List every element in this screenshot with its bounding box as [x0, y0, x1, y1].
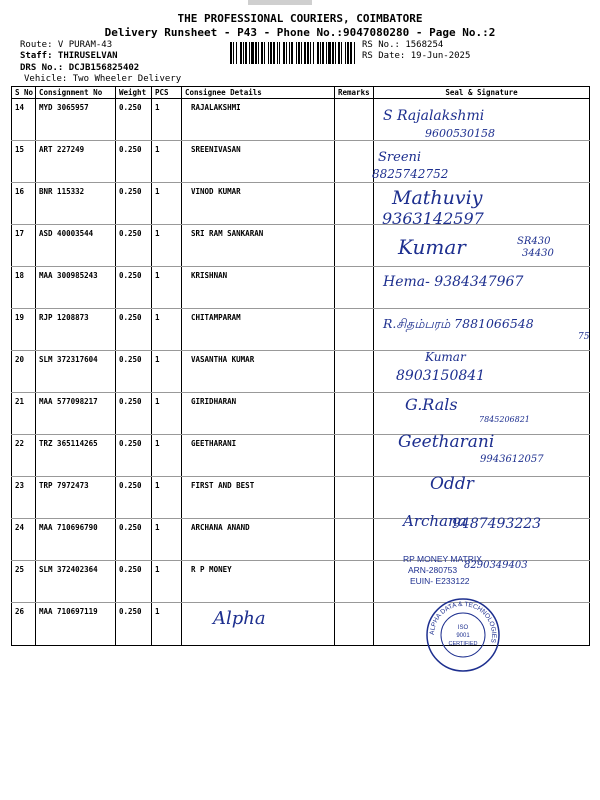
- barcode-bar: [298, 42, 300, 64]
- barcode-bar: [264, 42, 265, 64]
- barcode-bar: [347, 42, 349, 64]
- cell-weight: 0.250: [116, 183, 152, 225]
- cell-pcs: 1: [152, 393, 182, 435]
- cell-sno: 21: [12, 393, 36, 435]
- barcode-bar: [304, 42, 306, 64]
- cell-consignee: RAJALAKSHMI: [182, 99, 335, 141]
- rs-date: RS Date: 19-Jun-2025: [362, 51, 471, 61]
- cell-sno: 26: [12, 603, 36, 646]
- cell-consignment: BNR 115332: [36, 183, 116, 225]
- cell-consignment: MAA 710697119: [36, 603, 116, 646]
- cell-consignee: CHITAMPARAM: [182, 309, 335, 351]
- cell-remarks: [335, 267, 374, 309]
- col-header-weight: Weight: [116, 87, 152, 99]
- cell-pcs: 1: [152, 309, 182, 351]
- cell-consignee: VASANTHA KUMAR: [182, 351, 335, 393]
- cell-sno: 25: [12, 561, 36, 603]
- cell-sno: 16: [12, 183, 36, 225]
- col-header-remarks: Remarks: [335, 87, 374, 99]
- cell-pcs: 1: [152, 183, 182, 225]
- barcode-bar: [354, 42, 355, 64]
- cell-consignee: KRISHNAN: [182, 267, 335, 309]
- barcode-bar: [335, 42, 336, 64]
- barcode-bar: [251, 42, 254, 64]
- cell-consignee: R P MONEY: [182, 561, 335, 603]
- barcode-bar: [279, 42, 280, 64]
- barcode-bar: [277, 42, 278, 64]
- signature-21-phone: 7845206821: [479, 415, 530, 424]
- cell-consignment: MAA 577098217: [36, 393, 116, 435]
- cell-consignment: ASD 40003544: [36, 225, 116, 267]
- signature-19-extra: 75: [578, 332, 590, 342]
- cell-consignment: MAA 300985243: [36, 267, 116, 309]
- stamp-line-2: ARN-280753: [408, 565, 458, 575]
- cell-sno: 23: [12, 477, 36, 519]
- cell-consignment: TRP 7972473: [36, 477, 116, 519]
- barcode-bar: [320, 42, 321, 64]
- cell-sno: 14: [12, 99, 36, 141]
- cell-pcs: 1: [152, 225, 182, 267]
- cell-remarks: [335, 141, 374, 183]
- cell-remarks: [335, 603, 374, 646]
- signature-17-note2: 34430: [522, 248, 554, 259]
- signature-14-name: S Rajalakshmi: [383, 108, 485, 124]
- barcode-bar: [286, 42, 287, 64]
- company-seal: [425, 597, 501, 673]
- signature-21-name: G.Rals: [405, 395, 458, 414]
- barcode-bar: [326, 42, 327, 64]
- cell-weight: 0.250: [116, 351, 152, 393]
- signature-18: Hema- 9384347967: [383, 274, 524, 290]
- barcode-bar: [243, 42, 244, 64]
- barcode-bar: [328, 42, 331, 64]
- cell-remarks: [335, 519, 374, 561]
- rs-number: RS No.: 1568254: [362, 40, 444, 50]
- table-row: [12, 99, 590, 141]
- signature-17-note: SR430: [517, 236, 551, 247]
- signature-16-phone: 9363142597: [382, 209, 484, 228]
- table-row: [12, 603, 590, 646]
- barcode-bar: [296, 42, 297, 64]
- signature-22-phone: 9943612057: [480, 454, 544, 465]
- cell-remarks: [335, 99, 374, 141]
- signature-16-name: Mathuviy: [392, 187, 483, 209]
- stamp-line-1: RP MONEY MATRIX: [403, 554, 482, 564]
- signature-20-phone: 8903150841: [396, 368, 486, 384]
- table-header-row: [12, 87, 590, 99]
- cell-weight: 0.250: [116, 477, 152, 519]
- barcode-bar: [240, 42, 242, 64]
- barcode-bar: [345, 42, 346, 64]
- cell-weight: 0.250: [116, 393, 152, 435]
- barcode-bar: [322, 42, 324, 64]
- cell-pcs: 1: [152, 477, 182, 519]
- cell-sno: 17: [12, 225, 36, 267]
- drs-label: DRS No.: DCJB156825402: [20, 63, 140, 73]
- cell-sno: 19: [12, 309, 36, 351]
- cell-weight: 0.250: [116, 309, 152, 351]
- signature-23: Oddr: [430, 474, 474, 494]
- cell-weight: 0.250: [116, 267, 152, 309]
- cell-remarks: [335, 225, 374, 267]
- cell-consignment: MYD 3065957: [36, 99, 116, 141]
- cell-pcs: 1: [152, 99, 182, 141]
- cell-sno: 22: [12, 435, 36, 477]
- cell-consignment: SLM 372402364: [36, 561, 116, 603]
- cell-remarks: [335, 435, 374, 477]
- cell-weight: 0.250: [116, 603, 152, 646]
- cell-pcs: 1: [152, 267, 182, 309]
- cell-sno: 18: [12, 267, 36, 309]
- barcode-bar: [332, 42, 334, 64]
- barcode-bar: [283, 42, 285, 64]
- barcode-bar: [230, 42, 232, 64]
- cell-pcs: 1: [152, 519, 182, 561]
- signature-24-phone: 9487493223: [452, 516, 542, 532]
- cell-remarks: [335, 351, 374, 393]
- col-header-seal: Seal & Signature: [374, 87, 590, 99]
- cell-sno: 15: [12, 141, 36, 183]
- cell-consignment: TRZ 365114265: [36, 435, 116, 477]
- cell-consignee: GEETHARANI: [182, 435, 335, 477]
- barcode-bar: [301, 42, 302, 64]
- cell-consignment: RJP 1208873: [36, 309, 116, 351]
- stamp-line-3: EUIN- E233122: [410, 576, 470, 586]
- cell-consignee: VINOD KUMAR: [182, 183, 335, 225]
- table-row: [12, 141, 590, 183]
- table-row: [12, 393, 590, 435]
- cell-weight: 0.250: [116, 99, 152, 141]
- barcode-bar: [313, 42, 314, 64]
- cell-remarks: [335, 183, 374, 225]
- barcode-bar: [291, 42, 293, 64]
- barcode-bar: [338, 42, 340, 64]
- cell-consignee: ARCHANA ANAND: [182, 519, 335, 561]
- header-mark: [248, 0, 312, 5]
- cell-remarks: [335, 477, 374, 519]
- cell-consignee: SREENIVASAN: [182, 141, 335, 183]
- barcode-bar: [268, 42, 269, 64]
- cell-consignee: SRI RAM SANKARAN: [182, 225, 335, 267]
- barcode-bar: [350, 42, 352, 64]
- barcode-bar: [307, 42, 309, 64]
- cell-weight: 0.250: [116, 561, 152, 603]
- barcode-bar: [270, 42, 272, 64]
- staff-label: Staff: THIRUSELVAN: [20, 51, 118, 61]
- barcode-bar: [341, 42, 342, 64]
- signature-15-name: Sreeni: [378, 150, 422, 165]
- signature-14-phone: 9600530158: [425, 127, 495, 140]
- table-row: [12, 477, 590, 519]
- signature-20-name: Kumar: [425, 350, 466, 364]
- barcode-bar: [236, 42, 237, 64]
- col-header-sno: S No: [12, 87, 36, 99]
- signature-22-name: Geetharani: [398, 432, 495, 452]
- barcode-bar: [310, 42, 311, 64]
- cell-pcs: 1: [152, 141, 182, 183]
- cell-consignee: FIRST AND BEST: [182, 477, 335, 519]
- cell-consignment: MAA 710696790: [36, 519, 116, 561]
- col-header-consignment: Consignment No: [36, 87, 116, 99]
- barcode-bar: [261, 42, 263, 64]
- col-header-consignee: Consignee Details: [182, 87, 335, 99]
- cell-consignee: GIRIDHARAN: [182, 393, 335, 435]
- signature-24-name: Archana: [403, 512, 467, 530]
- cell-consignment: SLM 372317604: [36, 351, 116, 393]
- signature-19: R.சிதம்பரம் 7881066548: [383, 316, 534, 331]
- cell-remarks: [335, 393, 374, 435]
- signature-15-phone: 8825742752: [372, 167, 449, 181]
- cell-remarks: [335, 561, 374, 603]
- cell-pcs: 1: [152, 561, 182, 603]
- barcode-bar: [255, 42, 257, 64]
- table-row: [12, 351, 590, 393]
- col-header-pcs: PCS: [152, 87, 182, 99]
- seal-certified: CERTIFIED: [448, 641, 478, 647]
- cell-remarks: [335, 309, 374, 351]
- barcode-bar: [245, 42, 247, 64]
- barcode: [230, 42, 356, 64]
- seal-iso: ISO: [457, 625, 469, 631]
- cell-weight: 0.250: [116, 141, 152, 183]
- route-label: Route: V PURAM-43: [20, 40, 113, 50]
- cell-weight: 0.250: [116, 435, 152, 477]
- barcode-bar: [249, 42, 250, 64]
- runsheet-subtitle: Delivery Runsheet - P43 - Phone No.:9047080280 - Page No.:2: [104, 26, 496, 39]
- table-row: [12, 183, 590, 225]
- barcode-bar: [233, 42, 234, 64]
- cell-pcs: 1: [152, 351, 182, 393]
- barcode-bar: [289, 42, 290, 64]
- cell-pcs: 1: [152, 435, 182, 477]
- cell-pcs: 1: [152, 603, 182, 646]
- vehicle-label: Vehicle: Two Wheeler Delivery: [24, 74, 182, 84]
- signature-26: Alpha: [213, 608, 266, 629]
- barcode-bar: [317, 42, 319, 64]
- table-row: [12, 225, 590, 267]
- signature-17: Kumar: [398, 235, 466, 259]
- cell-consignment: ART 227249: [36, 141, 116, 183]
- cell-sno: 24: [12, 519, 36, 561]
- barcode-bar: [273, 42, 275, 64]
- barcode-bar: [258, 42, 259, 64]
- seal-outer-text: ALPHA DATA & TECHNOLOGIES: [428, 600, 498, 644]
- company-title: THE PROFESSIONAL COURIERS, COIMBATORE: [177, 12, 423, 25]
- seal-iso-number: 9001: [456, 633, 470, 639]
- cell-weight: 0.250: [116, 519, 152, 561]
- signature-25-phone: 8290349403: [464, 560, 528, 571]
- cell-sno: 20: [12, 351, 36, 393]
- cell-weight: 0.250: [116, 225, 152, 267]
